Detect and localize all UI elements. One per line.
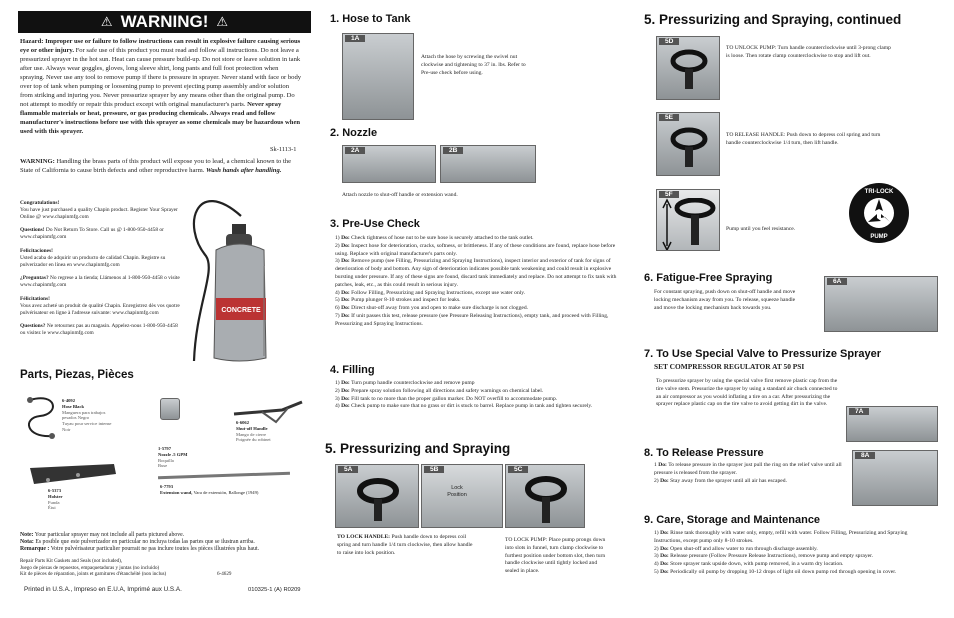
section-9-title: 9. Care, Storage and Maintenance	[644, 514, 821, 526]
felicitaciones-heading: Felicitaciones!	[20, 248, 53, 255]
step-item: 7) Do: If unit passes this test, release pressure (see Pressure Releasing Instructions), empty tank, and proceed with Filling, Pressurizing and Spraying Instructions.	[335, 312, 609, 327]
part-hose-number: 6-4092	[62, 398, 76, 403]
badge-top-text: TRI-LOCK	[864, 189, 894, 195]
step-item: 4) Do: Check pump to make sure that no grass or dirt is stuck to barrel. Replace pump in tank and tighten securely.	[335, 403, 593, 410]
lock-position-label: Lock Position	[447, 485, 467, 498]
pump-handle-icon	[522, 475, 570, 525]
pump-resistance-text: Pump until you feel resistance.	[726, 226, 796, 232]
part-holster-fr: Étui	[48, 505, 56, 511]
part-holster-es: Funda	[48, 499, 60, 505]
image-5b	[421, 464, 503, 528]
nota-text: Es posible que este pulverizador en particular no incluya todas las partes que se ilustran arriba.	[35, 539, 255, 546]
image-5c	[505, 464, 585, 528]
questions-heading: Questions!	[20, 226, 45, 233]
section-4-title: 4. Filling	[330, 364, 375, 376]
part-hose-name: Hose Black	[62, 403, 85, 409]
image-8a	[852, 450, 938, 506]
image-5a	[335, 464, 419, 528]
part-hose-es: Manguera para trabajos pesados Negro	[62, 409, 106, 421]
step-item: 1) Do: Turn pump handle counterclockwise and remove pump	[335, 380, 475, 386]
part-wand-name: Extension wand,	[160, 489, 193, 495]
image-5d-label: 5D	[659, 38, 679, 45]
step-item: 3) Do: Remove pump (see Filling, Pressurizing and Spraying Instructions), inspect interior and exterior of tank for signs of deterioration of body and bottom. Any sign of deterioration indicates possible tank weakening and could result in explosive bursting under pressure. If any of these signs are found, discard tank immediately and replace. Do not attempt to fix tank with patches, leak, etc., as this could result in serious injury.	[335, 258, 617, 288]
sprayer-illustration	[176, 186, 301, 366]
part-nozzle-name: Nozzle .5 GPM	[158, 451, 188, 457]
section-9-steps	[654, 530, 916, 577]
hazard-intro: Hazard: Improper use or failure to follow instructions can result in explosive failure causing serious eye or other injury.	[20, 38, 301, 54]
remarque-text: Votre pulvérisateur particulier pourrait ne pas inclure toutes les pièces illustrées plus haut.	[50, 546, 260, 553]
badge-bottom-text: PUMP	[870, 234, 888, 240]
note-label: Note:	[20, 532, 34, 538]
section-5-continued-title: 5. Pressurizing and Spraying, continued	[644, 12, 902, 27]
pump-handle-icon	[667, 125, 711, 169]
image-5f	[656, 189, 720, 251]
image-7a-label: 7A	[849, 408, 869, 415]
part-holster-number: 6-5373	[48, 488, 62, 493]
part-nozzle	[158, 446, 213, 469]
section-7-text: To pressurize sprayer by using the special valve first remove plastic cap from the tire valve stem. Pressurize the sprayer by using a standard air chuck connected to an air compressor as you would inflating a tire on a car. After pressurizing the sprayer replace plastic cap on the tire valve to avoid getting dirt in the valve.	[656, 378, 838, 408]
nota-label: Nota:	[20, 539, 34, 546]
step-item: 5) Do: Periodically oil pump by dropping 10-12 drops of light oil down pump rod through opening in cover.	[654, 568, 897, 575]
step-item: 2) Do: Prepare spray solution following all directions and safety warnings on chemical label.	[335, 387, 544, 394]
part-holster	[48, 488, 88, 511]
section-8-steps	[654, 462, 844, 485]
unlock-pump-text: TO UNLOCK PUMP: Turn handle counterclockwise until 3-prong clamp is loose. Then rotate clamp counterclockwise to stop and lift out.	[726, 45, 891, 59]
remarque-label: Remarque :	[20, 546, 50, 553]
part-wand	[160, 484, 300, 496]
section-5-title: 5. Pressurizing and Spraying	[325, 441, 511, 456]
warning-code: Sk-1113-1	[270, 146, 297, 153]
step-item: 2) Do: Stay away from the sprayer until all air has escaped.	[654, 477, 787, 484]
part-nozzle-es: Boquilla	[158, 457, 174, 463]
image-8a-label: 8A	[855, 452, 875, 459]
part-hose-fr: Tuyau pour service intense Noir	[62, 421, 112, 432]
felicitaciones-text: Usted acaba de adquirir un producto de calidad Chapin. Registre su pulverizador en línea en www.chapinmfg.com	[20, 255, 166, 269]
part-shutoff-es: Mango de cierre	[236, 431, 267, 437]
repair-kit-block	[20, 558, 310, 578]
image-5d	[656, 36, 720, 100]
prop65-paragraph	[20, 157, 305, 175]
section-2-text: Attach nozzle to shut-off handle or extension wand.	[342, 192, 458, 198]
part-nozzle-fr: Buse	[158, 463, 168, 469]
part-shutoff-fr: Poignée du robinet	[236, 437, 271, 443]
part-hose	[62, 398, 114, 433]
part-shutoff-name: Shut-off Handle	[236, 425, 268, 431]
section-6-text: For constant spraying, push down on shut-off handle and move locking mechanism away from you. To release, squeeze handle and move the locking mechanism back towards you.	[654, 289, 796, 311]
step-item: 4) Do: Follow Filling, Pressurizing and Spraying Instructions, except use water only.	[335, 289, 526, 296]
step-item: 1 Do: To release pressure in the sprayer just pull the ring on the relief valve until all pressure is released from the sprayer.	[654, 462, 842, 476]
prop65-label: WARNING:	[20, 158, 55, 165]
step-item: 4) Do: Store sprayer tank upside down, with pump removed, in a warm dry location.	[654, 561, 844, 568]
congrats-heading: Congratulations!	[20, 200, 60, 206]
hazard-text: For safe use of this product you must read and follow all instructions. Do not leave a pressurized sprayer in the hot sun. Heat can cause pressure build-up. Do not store or leave solution in tank after use. Always wear goggles, gloves, long sleeve shirt, long pants and full foot protection when spraying. Never use any tool to remove pump if there is pressure in sprayer. Never stand with face or body over top of tank when pumping or loosening pump to prevent ejecting pump assembly and/or solution from striking and injuring you. Never pressurize sprayer by any means other than the original pump. Do not attempt to modify or repair this product except with original manufacturer's parts.	[20, 47, 302, 108]
step-item: 5) Do: Pump plunger 8-10 strokes and inspect for leaks.	[335, 297, 461, 304]
section-8-title: 8. To Release Pressure	[644, 447, 764, 459]
section-1-text: Attach the hose by screwing the swivel nut clockwise and tightening to 37 in. lbs. Refer to Pre-use check before using.	[421, 54, 526, 76]
felicitations-heading: Félicitations!	[20, 296, 50, 303]
image-1a-label: 1A	[345, 35, 365, 42]
section-1-title: 1. Hose to Tank	[330, 13, 411, 25]
image-2b	[440, 145, 536, 183]
holster-part-image	[28, 462, 118, 488]
step-item: 1) Do: Check tightness of hose nut to be sure hose is securely attached to the tank outlet.	[335, 235, 534, 241]
repair-kit-number: 6-4629	[217, 571, 232, 577]
section-2-title: 2. Nozzle	[330, 127, 378, 139]
step-item: 2) Do: Inspect hose for deterioration, cracks, softness, or brittleness. If any of these conditions are found, replace hose before using. Replace with original manufacturer's parts only.	[335, 242, 616, 257]
image-5e-label: 5E	[659, 114, 679, 121]
parts-title: Parts, Piezas, Pièces	[20, 369, 134, 381]
preguntas-heading: ¿Preguntas?	[20, 274, 49, 281]
nozzle-part-image	[160, 398, 180, 420]
section-7-title: 7. To Use Special Valve to Pressurize Sprayer	[644, 348, 882, 360]
image-5b-label: 5B	[424, 466, 444, 473]
step-item: 3) Do: Fill tank to no more than the proper gallon marker. Do NOT overfill to accommodate pump.	[335, 395, 558, 402]
part-wand-text: Vara de extensión, Rallonge (1949)	[193, 489, 259, 495]
questions-fr-heading: Questions?	[20, 322, 46, 329]
section-7-subtitle: SET COMPRESSOR REGULATOR AT 50 PSI	[654, 362, 805, 371]
congrats-text: You have just purchased a quality Chapin product. Register Your Sprayer Online @ www.chapinmfg.com	[20, 207, 178, 221]
lock-handle-text	[337, 534, 473, 557]
step-item: 1) Do: Rinse tank thoroughly with water only, empty, refill with water. Follow Filling, Pressurizing and Spraying Instructions, except pump only 8-10 strokes.	[654, 530, 908, 544]
part-nozzle-number: 1-5797	[158, 446, 172, 451]
image-2a	[342, 145, 436, 183]
felicitations-text: Vous avez acheté un produit de qualité Chapin. Enregistrez dès vos quotre pulvérisateur en ligne à l'adresse suivante: www.chapinmfg.com	[20, 303, 180, 317]
warning-banner	[18, 11, 311, 33]
release-handle-text: TO RELEASE HANDLE: Push down to depress coil spring and turn handle counterclockwise 1/4 turn, then lift handle.	[726, 132, 881, 146]
warning-title: WARNING!	[120, 12, 209, 31]
image-7a	[846, 406, 938, 442]
warning-triangle-icon: ⚠	[100, 14, 113, 29]
section-3-title: 3. Pre-Use Check	[330, 218, 420, 230]
image-6a-label: 6A	[827, 278, 847, 285]
note-text: Your particular sprayer may not include all parts pictured above.	[34, 532, 185, 538]
trilock-pump-badge	[847, 181, 911, 245]
image-5f-label: 5F	[659, 191, 679, 198]
hazard-paragraph	[20, 37, 302, 136]
document-code: 010325-1 (A) R0209	[248, 587, 301, 593]
prop65-text: Handling the brass parts of this product will expose you to lead, a chemical known to the State of California to cause birth defects and other reproductive harm.	[20, 158, 292, 174]
prop65-emphasis: Wash hands after handling.	[206, 167, 282, 174]
repair-kit-en: Repair Parts Kit Gaskets and Seals (not included),	[20, 558, 123, 564]
lock-handle-label: TO LOCK HANDLE:	[337, 534, 391, 540]
step-item: 6) Do: Direct shut-off away from you and open to make sure discharge is not clogged.	[335, 305, 529, 312]
printed-in: Printed in U.S.A., Impreso en E.U.A, Imprimé aux U.S.A.	[24, 586, 182, 593]
pump-handle-icon	[354, 477, 402, 523]
product-label: CONCRETE	[221, 307, 261, 314]
step-item: 2) Do: Open shut-off and allow water to run through discharge assembly.	[654, 545, 818, 552]
questions-text: Do Not Return To Store. Call us @ 1-800-950-4458 or www.chapinmfg.com	[20, 226, 164, 240]
pump-stroke-arrow-icon	[661, 198, 719, 250]
image-2a-label: 2A	[345, 147, 365, 154]
preguntas-text: No regrese a la tienda; Llámenos al 1-800-950-4458 o visite www.chapinmfg.com	[20, 274, 180, 288]
repair-kit-es: Juego de piezas de repuestos, empaquetaduras y juntas (no incluido)	[20, 564, 160, 571]
warning-triangle-icon: ⚠	[216, 14, 229, 29]
image-6a	[824, 276, 938, 332]
questions-fr-text: Ne retournez pas au magasin. Appelez-nous 1-800-950-4458 ou visitez le www.chapinmfg.com	[20, 322, 178, 336]
part-wand-number: 6-7793	[160, 484, 174, 489]
pump-handle-icon	[667, 47, 711, 91]
hazard-chemicals: Never spray flammable materials or heat, pressure, or gas producing chemicals. Always read and follow manufacturer's instructions before use with this sprayer as some chemicals may be hazardous when used with this sprayer.	[20, 101, 301, 135]
part-shutoff-number: 6-6062	[236, 420, 250, 425]
part-shutoff	[236, 420, 296, 443]
image-5e	[656, 112, 720, 176]
image-1a	[342, 33, 414, 120]
lock-pump-text: TO LOCK PUMP: Place pump prongs down into slots in funnel, turn clamp clockwise to furthest position under bottom slot, then turn handle clockwise until tightly locked and sealed in place.	[505, 537, 606, 575]
intro-block	[20, 200, 180, 337]
hose-part-image	[22, 392, 62, 444]
repair-kit-fr: Kit de pièces de réparation, joints et garnitures d'étanchéité (non inclus)	[20, 571, 167, 578]
lock-handle-body: Push handle down to depress coil spring and turn handle 1/4 turn clockwise, then allow handle to raise into lock position.	[337, 534, 473, 556]
image-2b-label: 2B	[443, 147, 463, 154]
wand-part-image	[158, 472, 290, 480]
image-5a-label: 5A	[338, 466, 358, 473]
section-4-steps	[335, 380, 620, 411]
section-3-steps	[335, 235, 620, 329]
parts-notes	[20, 532, 310, 554]
step-item: 3) Do: Release pressure (Follow Pressure Release Instructions), remove pump and empty sprayer.	[654, 553, 874, 560]
section-6-title: 6. Fatigue-Free Spraying	[644, 272, 773, 284]
image-5c-label: 5C	[508, 466, 528, 473]
part-holster-name: Holster	[48, 493, 63, 499]
